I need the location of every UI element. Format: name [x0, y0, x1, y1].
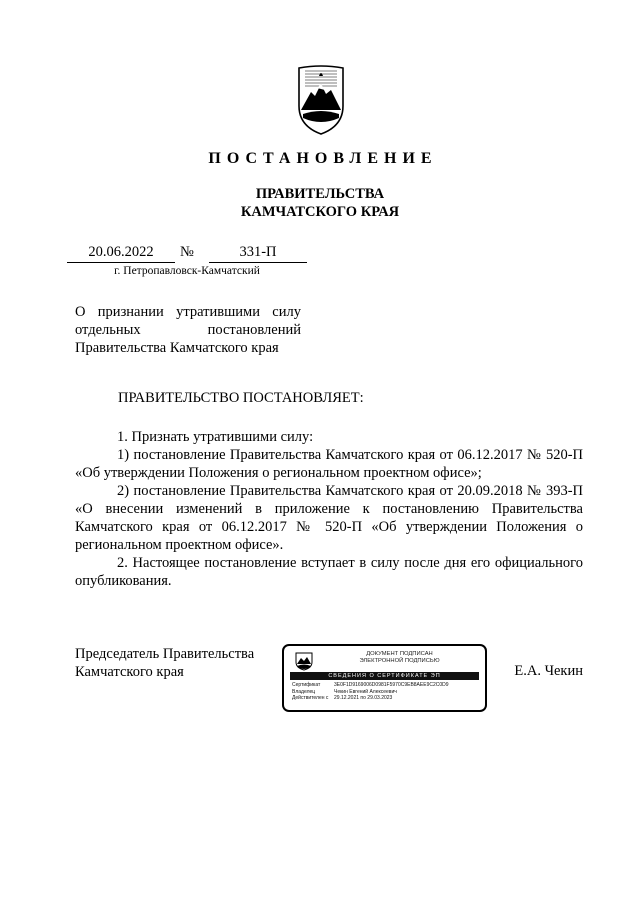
chairman-title: [75, 645, 254, 681]
stamp-title-line-1: ДОКУМЕНТ ПОДПИСАН: [366, 651, 433, 657]
paragraph-3: 2) постановление Правительства Камчатского края от 20.09.2018 № 393-П «О внесении изменений в приложение к постановлению Правительства Камчатского края от 06.12.2017 № 520-П «Об утверждении Положения о региональном проектном офисе».: [75, 483, 583, 553]
subject-line-2: отдельных постановлений: [75, 322, 301, 338]
document-body: [75, 428, 583, 590]
cert-label: Сертификат: [292, 682, 321, 688]
stamp-title: [320, 651, 479, 665]
cert-value: 3E0F1D9169006D0981F5970C9EB8AEE9C2C0D9: [334, 682, 449, 688]
document-subject: [75, 303, 301, 357]
owner-value: Чекин Евгений Алексеевич: [334, 688, 397, 695]
signature-emblem-icon: [294, 651, 314, 671]
stamp-details: [292, 682, 479, 702]
stamp-title-line-2: ЭЛЕКТРОННОЙ ПОДПИСЬЮ: [359, 658, 440, 664]
owner-label: Владелец: [292, 688, 316, 695]
chair-line-1: Председатель Правительства: [75, 646, 255, 662]
paragraph-2: 1) постановление Правительства Камчатского края от 06.12.2017 № 520-П «Об утверждении Положения о региональном проектном офисе»;: [75, 447, 583, 481]
paragraph-1: 1. Признать утратившими силу:: [117, 429, 314, 445]
stamp-row-cert: [292, 682, 479, 689]
organization-name: [0, 185, 640, 221]
valid-label: Действителен с: [292, 695, 329, 702]
electronic-signature-stamp: [282, 644, 487, 712]
document-title: ПОСТАНОВЛЕНИЕ: [208, 150, 438, 167]
stamp-row-valid: [292, 695, 479, 702]
kamchatka-coat-of-arms-icon: [295, 62, 347, 136]
number-underline: [209, 262, 307, 263]
subject-line-3: Правительства Камчатского края: [75, 340, 279, 356]
resolves-heading: ПРАВИТЕЛЬСТВО ПОСТАНОВЛЯЕТ:: [118, 390, 364, 406]
document-city: г. Петропавловск-Камчатский: [114, 265, 260, 277]
number-sign: №: [180, 244, 194, 260]
chair-line-2: Камчатского края: [75, 664, 184, 680]
subject-line-1: О признании утратившими силу: [75, 304, 301, 320]
org-line-1: ПРАВИТЕЛЬСТВА: [255, 186, 385, 202]
date-underline: [67, 262, 175, 263]
date-number-row: [67, 244, 307, 262]
valid-value: 29.12.2021 по 29.03.2023: [334, 695, 393, 702]
org-line-2: КАМЧАТСКОГО КРАЯ: [240, 204, 400, 220]
document-date: 20.06.2022: [88, 244, 154, 260]
paragraph-4: 2. Настоящее постановление вступает в силу после дня его официального опубликования.: [75, 555, 583, 589]
stamp-cert-bar: СВЕДЕНИЯ О СЕРТИФИКАТЕ ЭП: [290, 672, 479, 680]
signer-name: Е.А. Чекин: [514, 663, 583, 679]
document-number: 331-П: [239, 244, 277, 260]
